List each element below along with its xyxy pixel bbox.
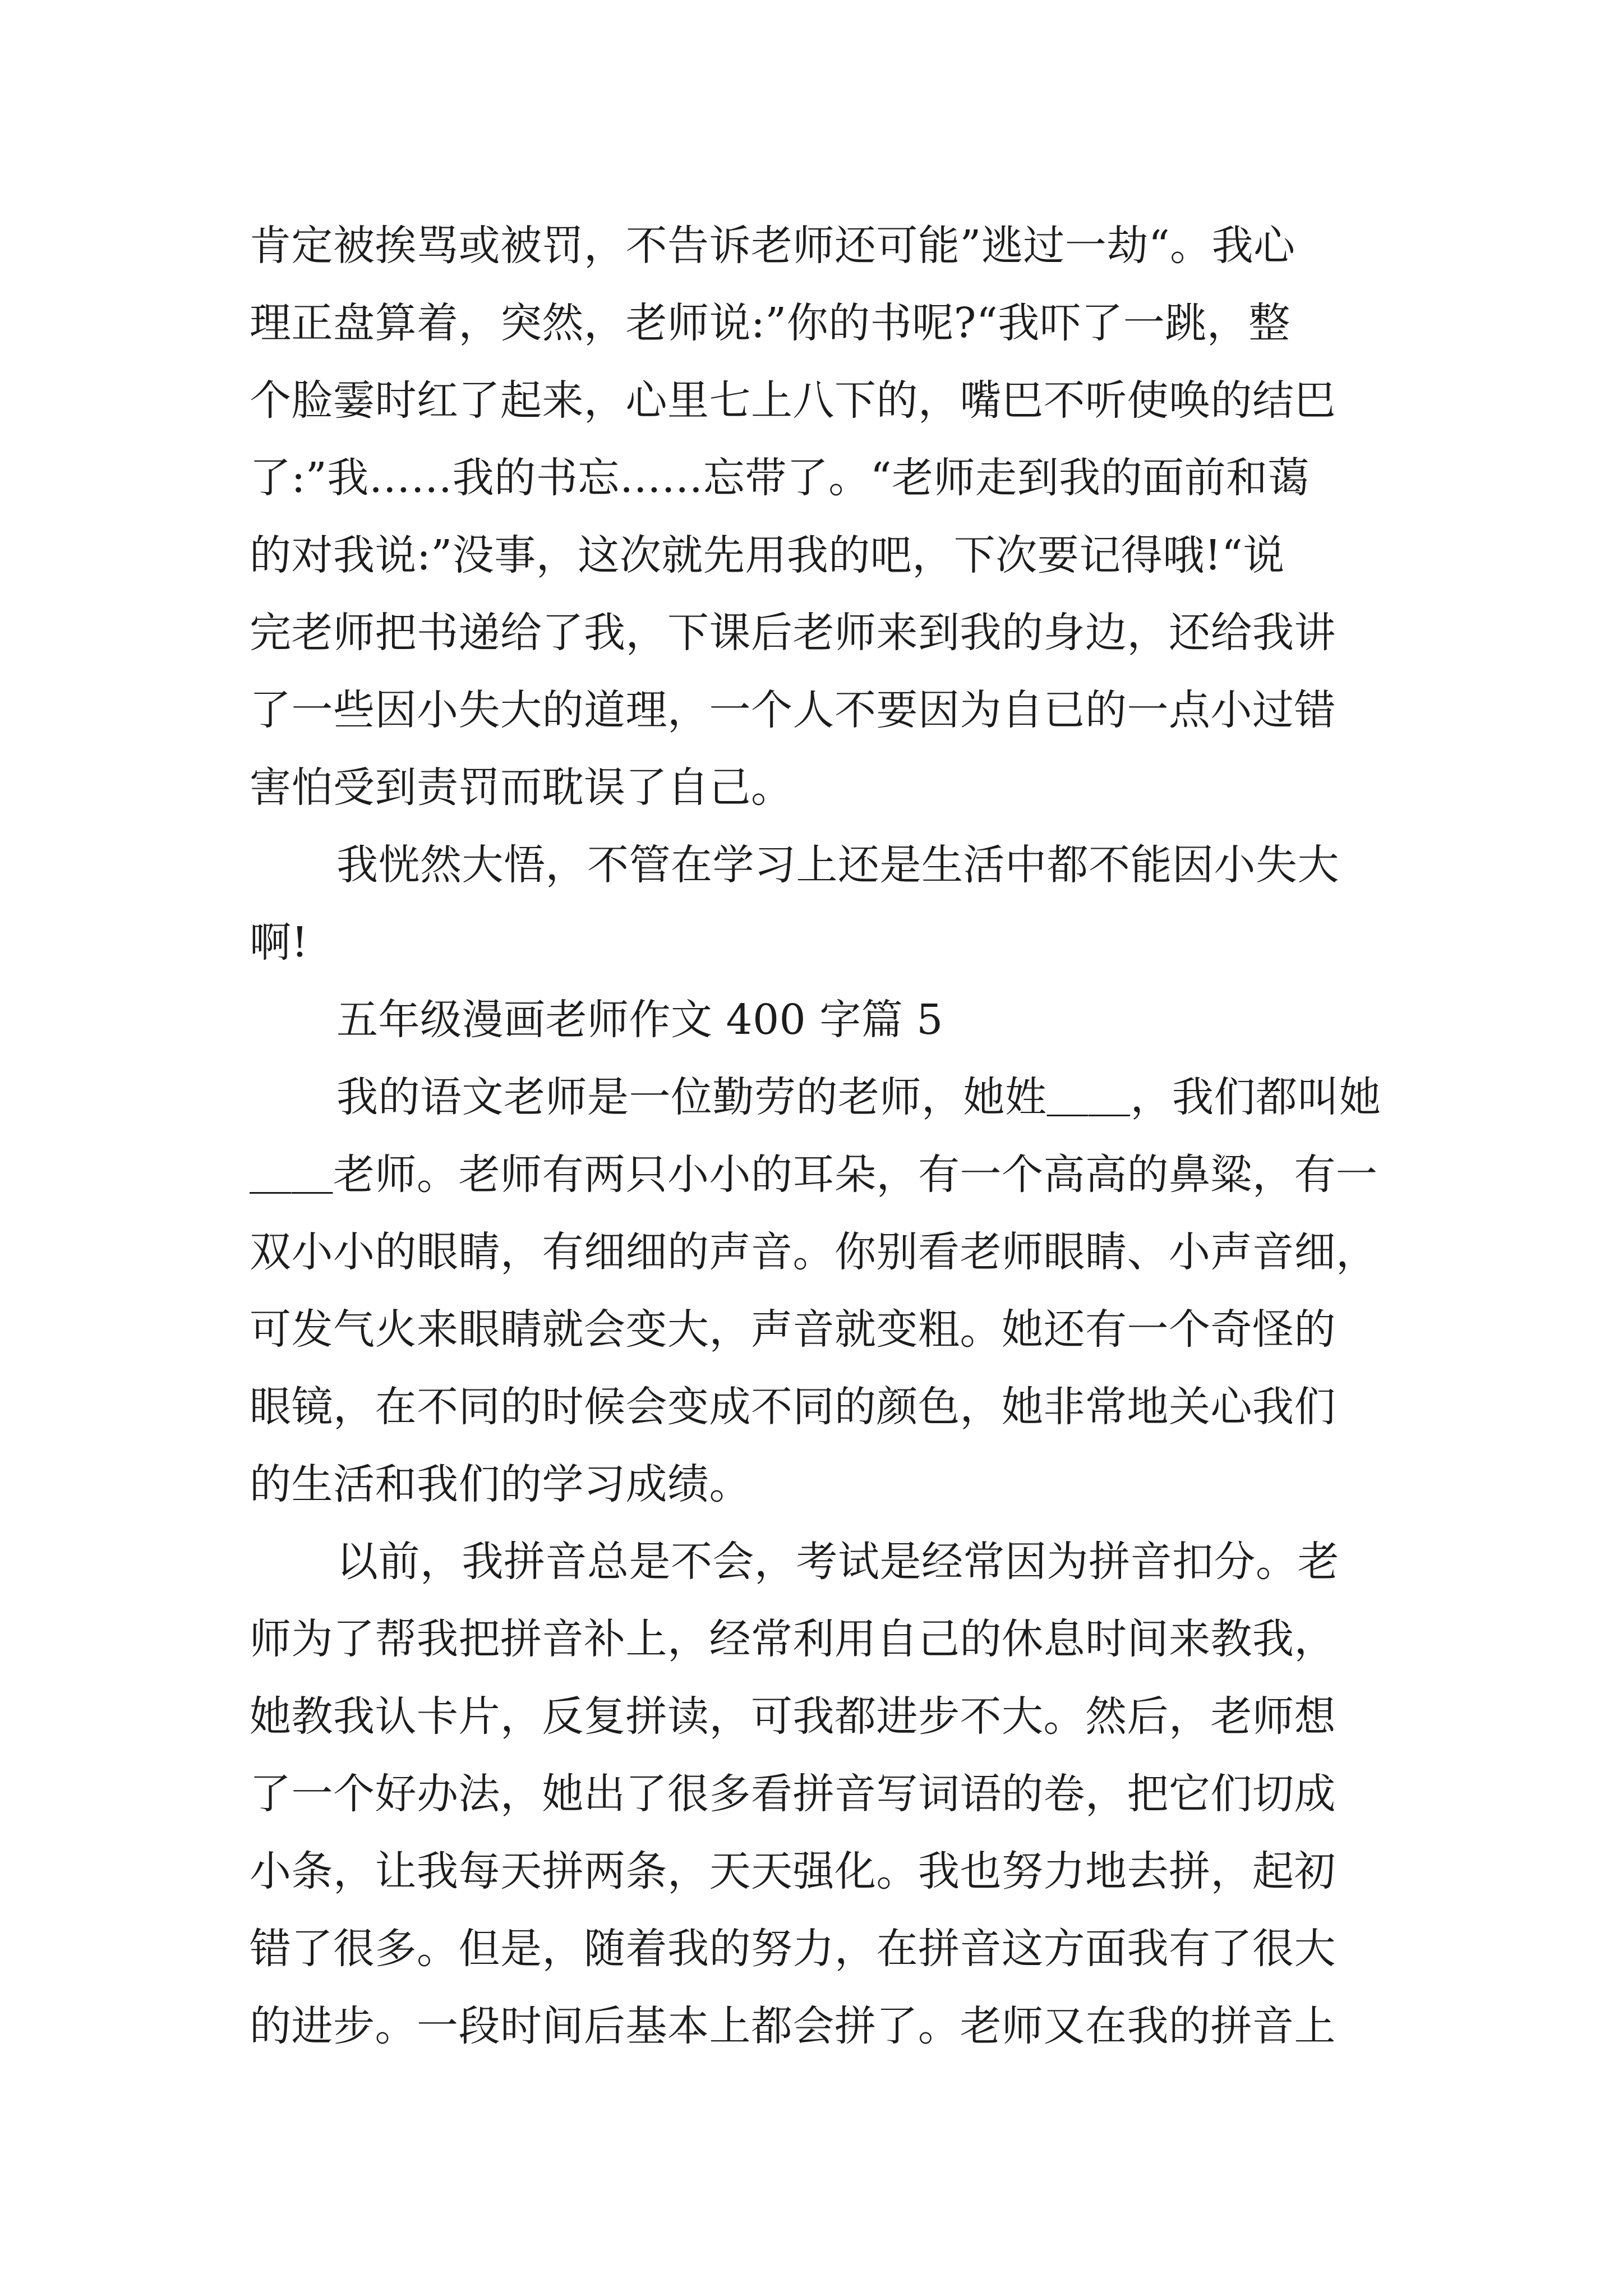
paragraph-line: 错了很多。但是，随着我的努力，在拼音这方面我有了很大 xyxy=(250,1925,1336,1973)
paragraph-line: 以前，我拼音总是不会，考试是经常因为拼音扣分。老 xyxy=(336,1538,1339,1586)
paragraph-line: 师为了帮我把拼音补上，经常利用自己的休息时间来教我， xyxy=(250,1615,1336,1663)
paragraph-line: 啊! xyxy=(250,918,308,967)
paragraph-line: 理正盘算着，突然，老师说:”你的书呢?“我吓了一跳，整 xyxy=(250,299,1290,347)
paragraph-line: 完老师把书递给了我，下课后老师来到我的身边，还给我讲 xyxy=(250,609,1336,657)
paragraph-line: 个脸霎时红了起来，心里七上八下的，嘴巴不听使唤的结巴 xyxy=(250,376,1336,425)
paragraph-line: 害怕受到责罚而耽误了自己。 xyxy=(250,763,793,812)
paragraph-line: 的对我说:”没事，这次就先用我的吧，下次要记得哦!“说 xyxy=(250,531,1285,579)
paragraph-line: 肯定被挨骂或被罚，不告诉老师还可能”逃过一劫“。我心 xyxy=(250,222,1295,270)
paragraph-line: 的生活和我们的学习成绩。 xyxy=(250,1460,751,1508)
paragraph-line: 她教我认卡片，反复拼读，可我都进步不大。然后，老师想 xyxy=(250,1692,1336,1741)
paragraph-line: ＿＿老师。老师有两只小小的耳朵，有一个高高的鼻粱，有一 xyxy=(250,1151,1378,1199)
paragraph-line: 我恍然大悟，不管在学习上还是生活中都不能因小失大 xyxy=(336,841,1339,889)
paragraph-line: 了:”我……我的书忘……忘带了。“老师走到我的面前和蔼 xyxy=(250,454,1310,502)
paragraph-line: 小条，让我每天拼两条，天天强化。我也努力地去拼，起初 xyxy=(250,1847,1336,1895)
section-heading: 五年级漫画老师作文 400 字篇 5 xyxy=(336,996,943,1044)
paragraph-line: 可发气火来眼睛就会变大，声音就变粗。她还有一个奇怪的 xyxy=(250,1305,1336,1354)
paragraph-line: 我的语文老师是一位勤劳的老师，她姓＿＿，我们都叫她 xyxy=(336,1073,1381,1121)
paragraph-line: 双小小的眼睛，有细细的声音。你别看老师眼睛、小声音细， xyxy=(250,1228,1378,1276)
paragraph-line: 了一些因小失大的道理，一个人不要因为自已的一点小过错 xyxy=(250,686,1336,734)
paragraph-line: 眼镜，在不同的时候会变成不同的颜色，她非常地关心我们 xyxy=(250,1383,1336,1431)
paragraph-line: 的进步。一段时间后基本上都会拼了。老师又在我的拼音上 xyxy=(250,2002,1336,2050)
paragraph-line: 了一个好办法，她出了很多看拼音写词语的卷，把它们切成 xyxy=(250,1770,1336,1818)
